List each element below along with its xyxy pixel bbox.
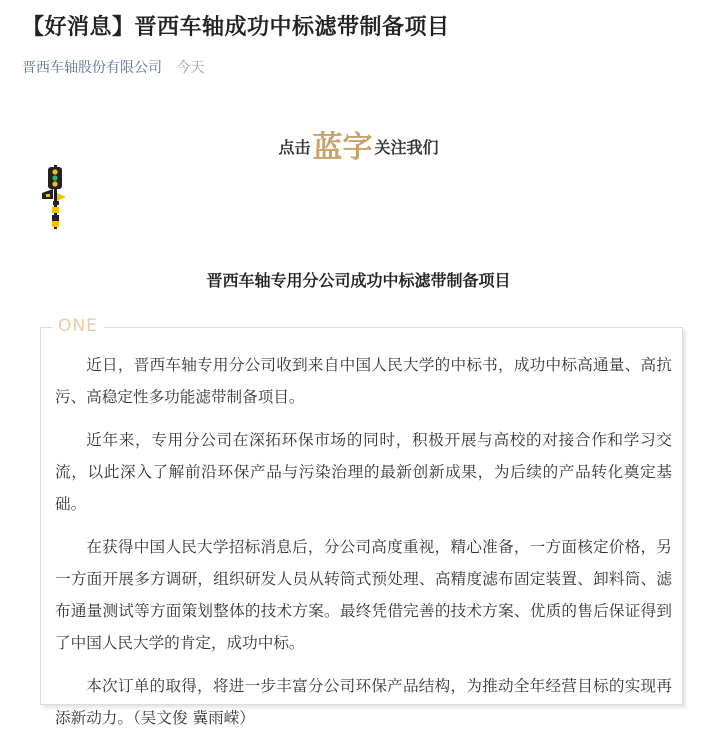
section-subtitle: 晋西车轴专用分公司成功中标滤带制备项目 xyxy=(206,271,511,290)
railway-signal-icon xyxy=(40,163,70,231)
section-label: ONE xyxy=(52,316,104,336)
follow-highlight: 蓝字 xyxy=(312,130,373,165)
article-title: 【好消息】晋西车轴成功中标滤带制备项目 xyxy=(22,15,450,40)
follow-banner[interactable] xyxy=(0,122,717,166)
paragraph: 本次订单的取得，将进一步丰富分公司环保产品结构，为推动全年经营目标的实现再添新动力。（吴文俊 冀雨嵘） xyxy=(55,677,672,727)
follow-text-before: 点击 xyxy=(278,138,311,157)
article-meta xyxy=(22,57,204,77)
account-name-link[interactable]: 晋西车轴股份有限公司 xyxy=(22,60,162,76)
publish-date: 今天 xyxy=(176,60,205,76)
paragraph: 近日，晋西车轴专用分公司收到来自中国人民大学的中标书，成功中标高通量、高抗污、高稳定性多功能滤带制备项目。 xyxy=(55,356,672,406)
paragraph: 在获得中国人民大学招标消息后，分公司高度重视，精心准备，一方面核定价格，另一方面开展多方调研，组织研发人员从转筒式预处理、高精度滤布固定装置、卸料筒、滤布通量测试等方面策划整体的技术方案。最终凭借完善的技术方案、优质的售后保证得到了中国人民大学的肯定，成功中标。 xyxy=(55,538,672,652)
paragraph: 近年来，专用分公司在深拓环保市场的同时，积极开展与高校的对接合作和学习交流，以此深入了解前沿环保产品与污染治理的最新创新成果，为后续的产品转化奠定基础。 xyxy=(55,431,672,513)
article-body xyxy=(55,349,672,745)
follow-text-after: 关注我们 xyxy=(374,138,439,157)
